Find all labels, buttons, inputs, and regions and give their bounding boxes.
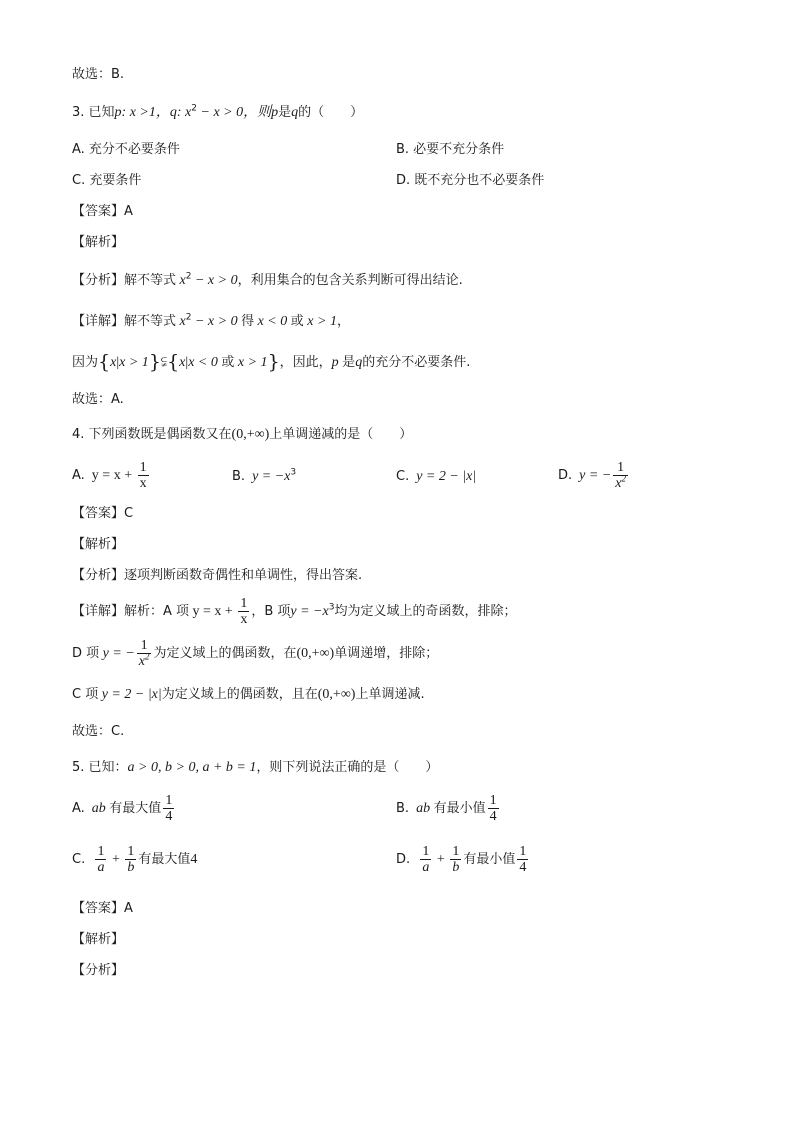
q4-answer: 【答案】C (72, 506, 134, 521)
q5-answer: 【答案】A (72, 901, 133, 916)
q4-option-c: C. y = 2 − |x| (396, 469, 477, 484)
q3-conclusion: 故选：A. (72, 392, 124, 407)
q5-option-b: B. ab 有最小值 $\frac{1}{4}$ (396, 793, 497, 824)
q3-detail: 【详解】解不等式 $x^2 - x > 0$ 得 x < 0 或 x > 1， (72, 312, 350, 329)
q5-option-a: A. ab 有最大值 $\frac{1}{4}$ (72, 793, 173, 824)
q3-answer: 【答案】A (72, 204, 133, 219)
q4-conclusion: 故选：C. (72, 724, 125, 739)
q3-option-d: D. 既不充分也不必要条件 (396, 173, 545, 188)
q5-option-c: C. $\frac{1}{a}$ + $\frac{1}{b}$ 有最大值4 (72, 844, 198, 875)
q4-option-a: A. y = x + $\frac{1}{x}$ (72, 460, 147, 491)
q4-analysis: 【分析】逐项判断函数奇偶性和单调性，得出答案. (72, 568, 363, 583)
q3-option-a: A. 充分不必要条件 (72, 142, 180, 157)
q5-jiexi: 【解析】 (72, 932, 125, 947)
q4-detail-ab: 【详解】解析：A 项 y = x + $\frac{1}{x}$ ，B 项$y = -x^3$均为定义域上的奇函数，排除； (72, 596, 517, 627)
q3-option-b: B. 必要不充分条件 (396, 142, 505, 157)
q4-stem: 4. 下列函数既是偶函数又在(0,+∞)上单调递减的是（ ） (72, 427, 413, 442)
q5-stem: 5. 已知：a > 0, b > 0, a + b = 1，则下列说法正确的是（ ） (72, 760, 439, 775)
q4-detail-c: C 项 y = 2 − |x|为定义域上的偶函数，且在(0,+∞)上单调递减. (72, 687, 425, 702)
q3-analysis: 【分析】解不等式 $x^2 - x > 0$，利用集合的包含关系判断可得出结论. (72, 271, 463, 288)
q4-option-d: D. y = − $\frac{1}{x^2}$ (558, 460, 626, 491)
q4-jiexi: 【解析】 (72, 537, 125, 552)
q4-option-b: B. $y = -x^3$ (232, 467, 297, 484)
q5-option-d: D. $\frac{1}{a}$ + $\frac{1}{b}$ 有最小值 $\frac{1}{4}$ (396, 844, 527, 875)
q3-option-c: C. 充要条件 (72, 173, 142, 188)
q4-detail-d: D 项 y = − $\frac{1}{x^2}$ 为定义域上的偶函数，在(0,+∞)单调递增，排除； (72, 638, 439, 669)
q3-because: 因为{x|x > 1}⫋{x|x < 0 或 x > 1}，因此，p 是q的充分不必要条件. (72, 351, 471, 373)
q3-stem: 3. 已知p: x >1，q: $x^2 - x > 0$，则p是q的（ ） (72, 103, 364, 120)
q5-analysis: 【分析】 (72, 963, 125, 978)
q3-jiexi: 【解析】 (72, 235, 125, 250)
prev-answer-choice: 故选：B. (72, 67, 125, 82)
